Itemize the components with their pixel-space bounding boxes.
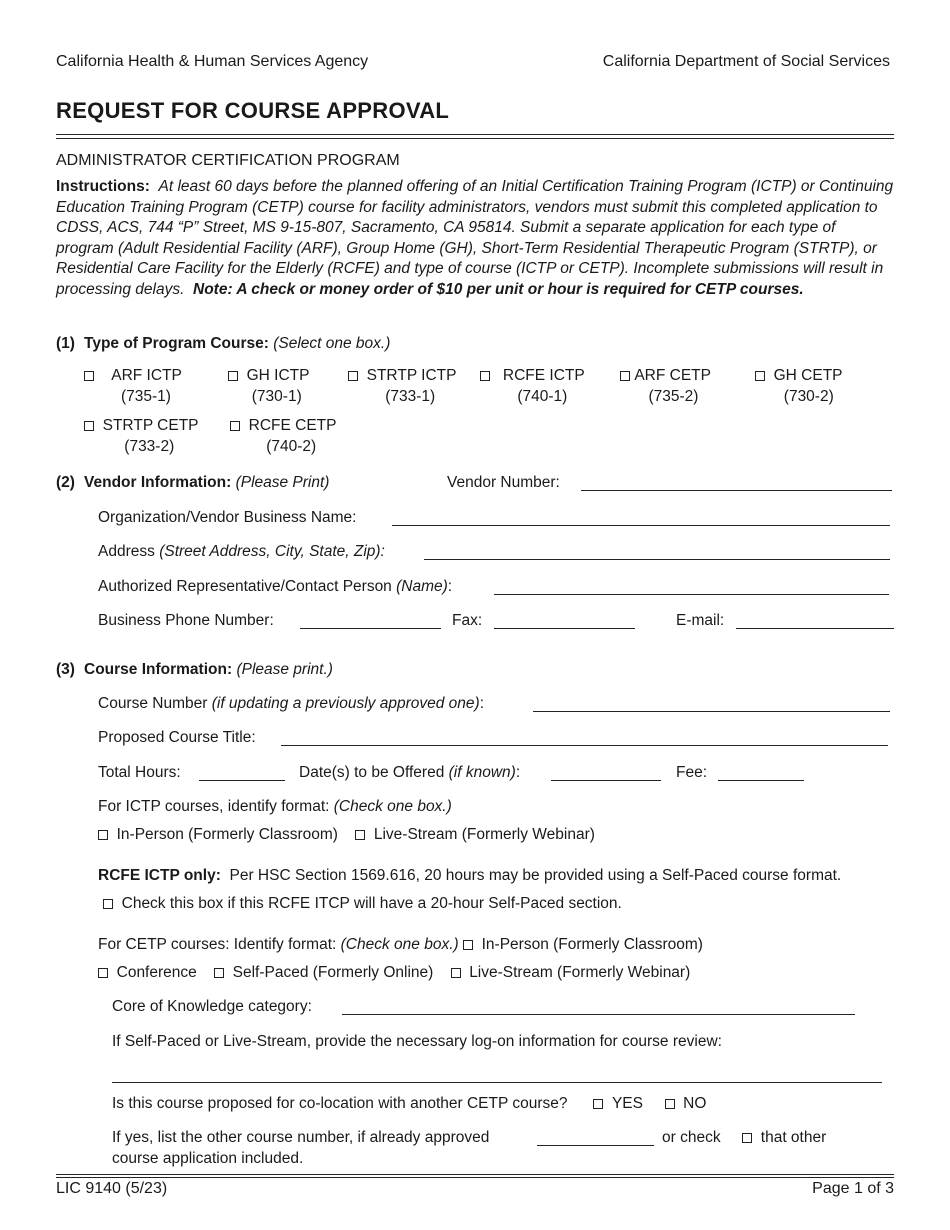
option-code: (733-1) [385,387,436,405]
cetp-live-stream-option[interactable] [451,964,691,981]
colocation-question [112,1095,706,1113]
rcfe-self-paced-option[interactable] [103,895,622,913]
instructions-body: At least 60 days before the planned offering of an Initial Certification Training Program (ICTP) or Continuing Education Training Program (CETP) course for facility administrators, vendors must submit this completed application to CDSS, ACS, 744 “P” Street, MS 9-15-807, Sacramento, CA 95814. Submit a separate application for each type of program (Adult Residential Facility (ARF), Group Home (GH), Short-Term Residential Therapeutic Program (STRTP), or Residential Care Facility for the Elderly (RCFE) and type of course (ICTP or CETP). Incomplete submissions will result in processing delays. [56,178,894,298]
other-application-checkbox[interactable] [742,1133,752,1143]
section-title: Type of Program Course: [84,335,269,352]
fax-label: Fax: [452,612,483,629]
fee-field[interactable] [718,780,804,781]
footer-rule-top [56,1174,894,1175]
address-label [98,543,385,561]
program-name: ADMINISTRATOR CERTIFICATION PROGRAM [56,152,400,169]
option-rcfe-cetp[interactable] [230,416,336,457]
checkbox[interactable] [355,830,365,840]
total-hours-field[interactable] [199,780,285,781]
option-label: GH CETP [773,367,843,384]
cetp-conference-option[interactable] [98,964,197,981]
org-name-field[interactable] [392,525,890,526]
rep-label-text: Authorized Representative/Contact Person [98,578,392,595]
logon-label: If Self-Paced or Live-Stream, provide the necessary log-on information for course review: [112,1033,722,1050]
option-arf-ictp[interactable] [84,366,182,407]
ifyes-text: If yes, list the other course number, if already approved [112,1129,490,1146]
option-label: NO [683,1095,707,1112]
check-one-hint: (Check one box.) [340,936,459,953]
address-field[interactable] [424,559,890,560]
option-arf-cetp[interactable] [620,366,711,407]
dates-label: Date(s) to be Offered (if known): [299,764,521,781]
that-other-text: that other [760,1129,827,1146]
option-strtp-cetp[interactable] [84,416,199,457]
colocation-no-option[interactable] [665,1095,707,1112]
instructions-label: Instructions: [56,178,150,195]
fee-label: Fee: [676,764,708,781]
phone-label: Business Phone Number: [98,612,274,629]
ictp-format-text: For ICTP courses, identify format: [98,798,330,815]
vendor-number-field[interactable] [581,490,892,491]
checkbox[interactable] [451,968,461,978]
instructions-note: Note: A check or money order of $10 per unit or hour is required for CETP courses. [193,280,804,298]
dates-field[interactable] [551,780,661,781]
checkbox[interactable] [480,371,490,381]
option-label: Check this box if this RCFE ITCP will have a 20-hour Self-Paced section. [121,895,622,912]
or-check-option [662,1129,826,1147]
colocation-text: Is this course proposed for co-location with another CETP course? [112,1095,568,1112]
course-title-field[interactable] [281,745,888,746]
section-3-heading [56,661,333,679]
option-gh-cetp[interactable] [755,366,843,407]
option-label: Live-Stream (Formerly Webinar) [373,826,595,843]
rcfe-label: RCFE ICTP only: [98,867,221,884]
phone-field[interactable] [300,628,441,629]
agency-name: California Health & Human Services Agency [56,53,369,70]
address-hint: (Street Address, City, State, Zip): [159,543,385,560]
section-title: Vendor Information: [84,474,232,491]
ictp-format-label [98,798,452,816]
dates-label-text: Date(s) to be Offered [299,764,445,781]
section-title: Course Information: [84,661,233,678]
form-id: LIC 9140 (5/23) [56,1180,168,1197]
option-label: Self-Paced (Formerly Online) [232,964,434,981]
checkbox[interactable] [84,371,94,381]
option-label: ARF ICTP [111,367,182,384]
cetp-in-person-option[interactable] [463,936,703,953]
core-knowledge-label: Core of Knowledge category: [112,998,312,1015]
course-number-label: Course Number (if updating a previously approved one): [98,695,485,712]
option-label: YES [611,1095,643,1112]
option-code: (740-1) [517,387,568,405]
email-field[interactable] [736,628,894,629]
section-hint: (Please Print) [235,474,330,491]
department-name: California Department of Social Services [602,53,890,70]
title-rule-top [56,134,894,135]
ictp-live-stream-option[interactable] [355,826,595,843]
core-knowledge-field[interactable] [342,1014,855,1015]
option-label: RCFE ICTP [502,367,585,384]
org-name-label: Organization/Vendor Business Name: [98,509,357,526]
section-hint: (Please print.) [236,661,333,678]
instructions [56,177,894,301]
checkbox[interactable] [230,421,240,431]
option-label: Live-Stream (Formerly Webinar) [469,964,691,981]
dates-hint: (if known) [448,764,516,781]
course-number-label-text: Course Number [98,695,208,712]
or-check-text: or check [662,1129,721,1146]
rep-field[interactable] [494,594,889,595]
section-number: (1) [56,335,75,352]
option-code: (730-1) [251,387,302,405]
rep-label: Authorized Representative/Contact Person (Name): [98,578,453,595]
total-hours-label: Total Hours: [98,764,181,781]
option-code: (735-1) [120,387,171,405]
checkbox[interactable] [214,968,224,978]
address-label-text: Address [98,543,155,560]
check-one-hint: (Check one box.) [333,798,452,815]
option-code: (740-2) [266,437,317,455]
page-title: REQUEST FOR COURSE APPROVAL [56,98,450,123]
section-hint: (Select one box.) [273,335,391,352]
colocation-yes-option[interactable] [593,1095,643,1112]
option-label: In-Person (Formerly Classroom) [481,936,703,953]
other-course-number-field[interactable] [537,1145,654,1146]
email-label: E-mail: [676,612,725,629]
cetp-self-paced-option[interactable] [214,964,433,981]
section-number: (3) [56,661,75,678]
option-code: (735-2) [648,387,699,405]
rep-hint: (Name) [396,578,448,595]
checkbox[interactable] [84,421,94,431]
ictp-in-person-option[interactable] [98,826,338,843]
option-label: STRTP CETP [102,417,199,434]
option-code: (733-2) [124,437,175,455]
rcfe-text: Per HSC Section 1569.616, 20 hours may be provided using a Self-Paced course format. [229,867,842,884]
option-label: In-Person (Formerly Classroom) [116,826,338,843]
vendor-number-label: Vendor Number: [447,474,560,491]
section-2-heading [56,474,329,492]
course-number-field[interactable] [533,711,890,712]
logon-field[interactable] [112,1082,882,1083]
cetp-format-options [98,964,690,982]
rcfe-note [98,867,841,885]
section-number: (2) [56,474,75,491]
checkbox[interactable] [665,1099,675,1109]
checkbox[interactable] [620,371,630,381]
checkbox[interactable] [228,371,238,381]
checkbox[interactable] [98,830,108,840]
section-1-heading [56,335,390,353]
option-label: STRTP ICTP [366,367,457,384]
checkbox[interactable] [103,899,113,909]
checkbox[interactable] [755,371,765,381]
option-strtp-ictp[interactable] [348,366,456,407]
option-gh-ictp[interactable] [228,366,310,407]
option-label: GH ICTP [246,367,310,384]
cetp-format-label [98,936,703,954]
option-code: (730-2) [783,387,834,405]
footer-rule-bottom [56,1177,894,1178]
course-title-label: Proposed Course Title: [98,729,256,746]
title-rule-bottom [56,138,894,139]
course-number-hint: (if updating a previously approved one) [211,695,480,712]
checkbox[interactable] [463,940,473,950]
application-included-text: course application included. [112,1150,304,1167]
page-number: Page 1 of 3 [812,1180,894,1197]
option-label: RCFE CETP [248,417,337,434]
checkbox[interactable] [593,1099,603,1109]
option-label: ARF CETP [634,367,711,384]
fax-field[interactable] [494,628,635,629]
ictp-format-options [98,826,595,844]
cetp-format-text: For CETP courses: Identify format: [98,936,337,953]
checkbox[interactable] [348,371,358,381]
checkbox[interactable] [98,968,108,978]
option-label: Conference [116,964,197,981]
option-rcfe-ictp[interactable] [480,366,585,407]
